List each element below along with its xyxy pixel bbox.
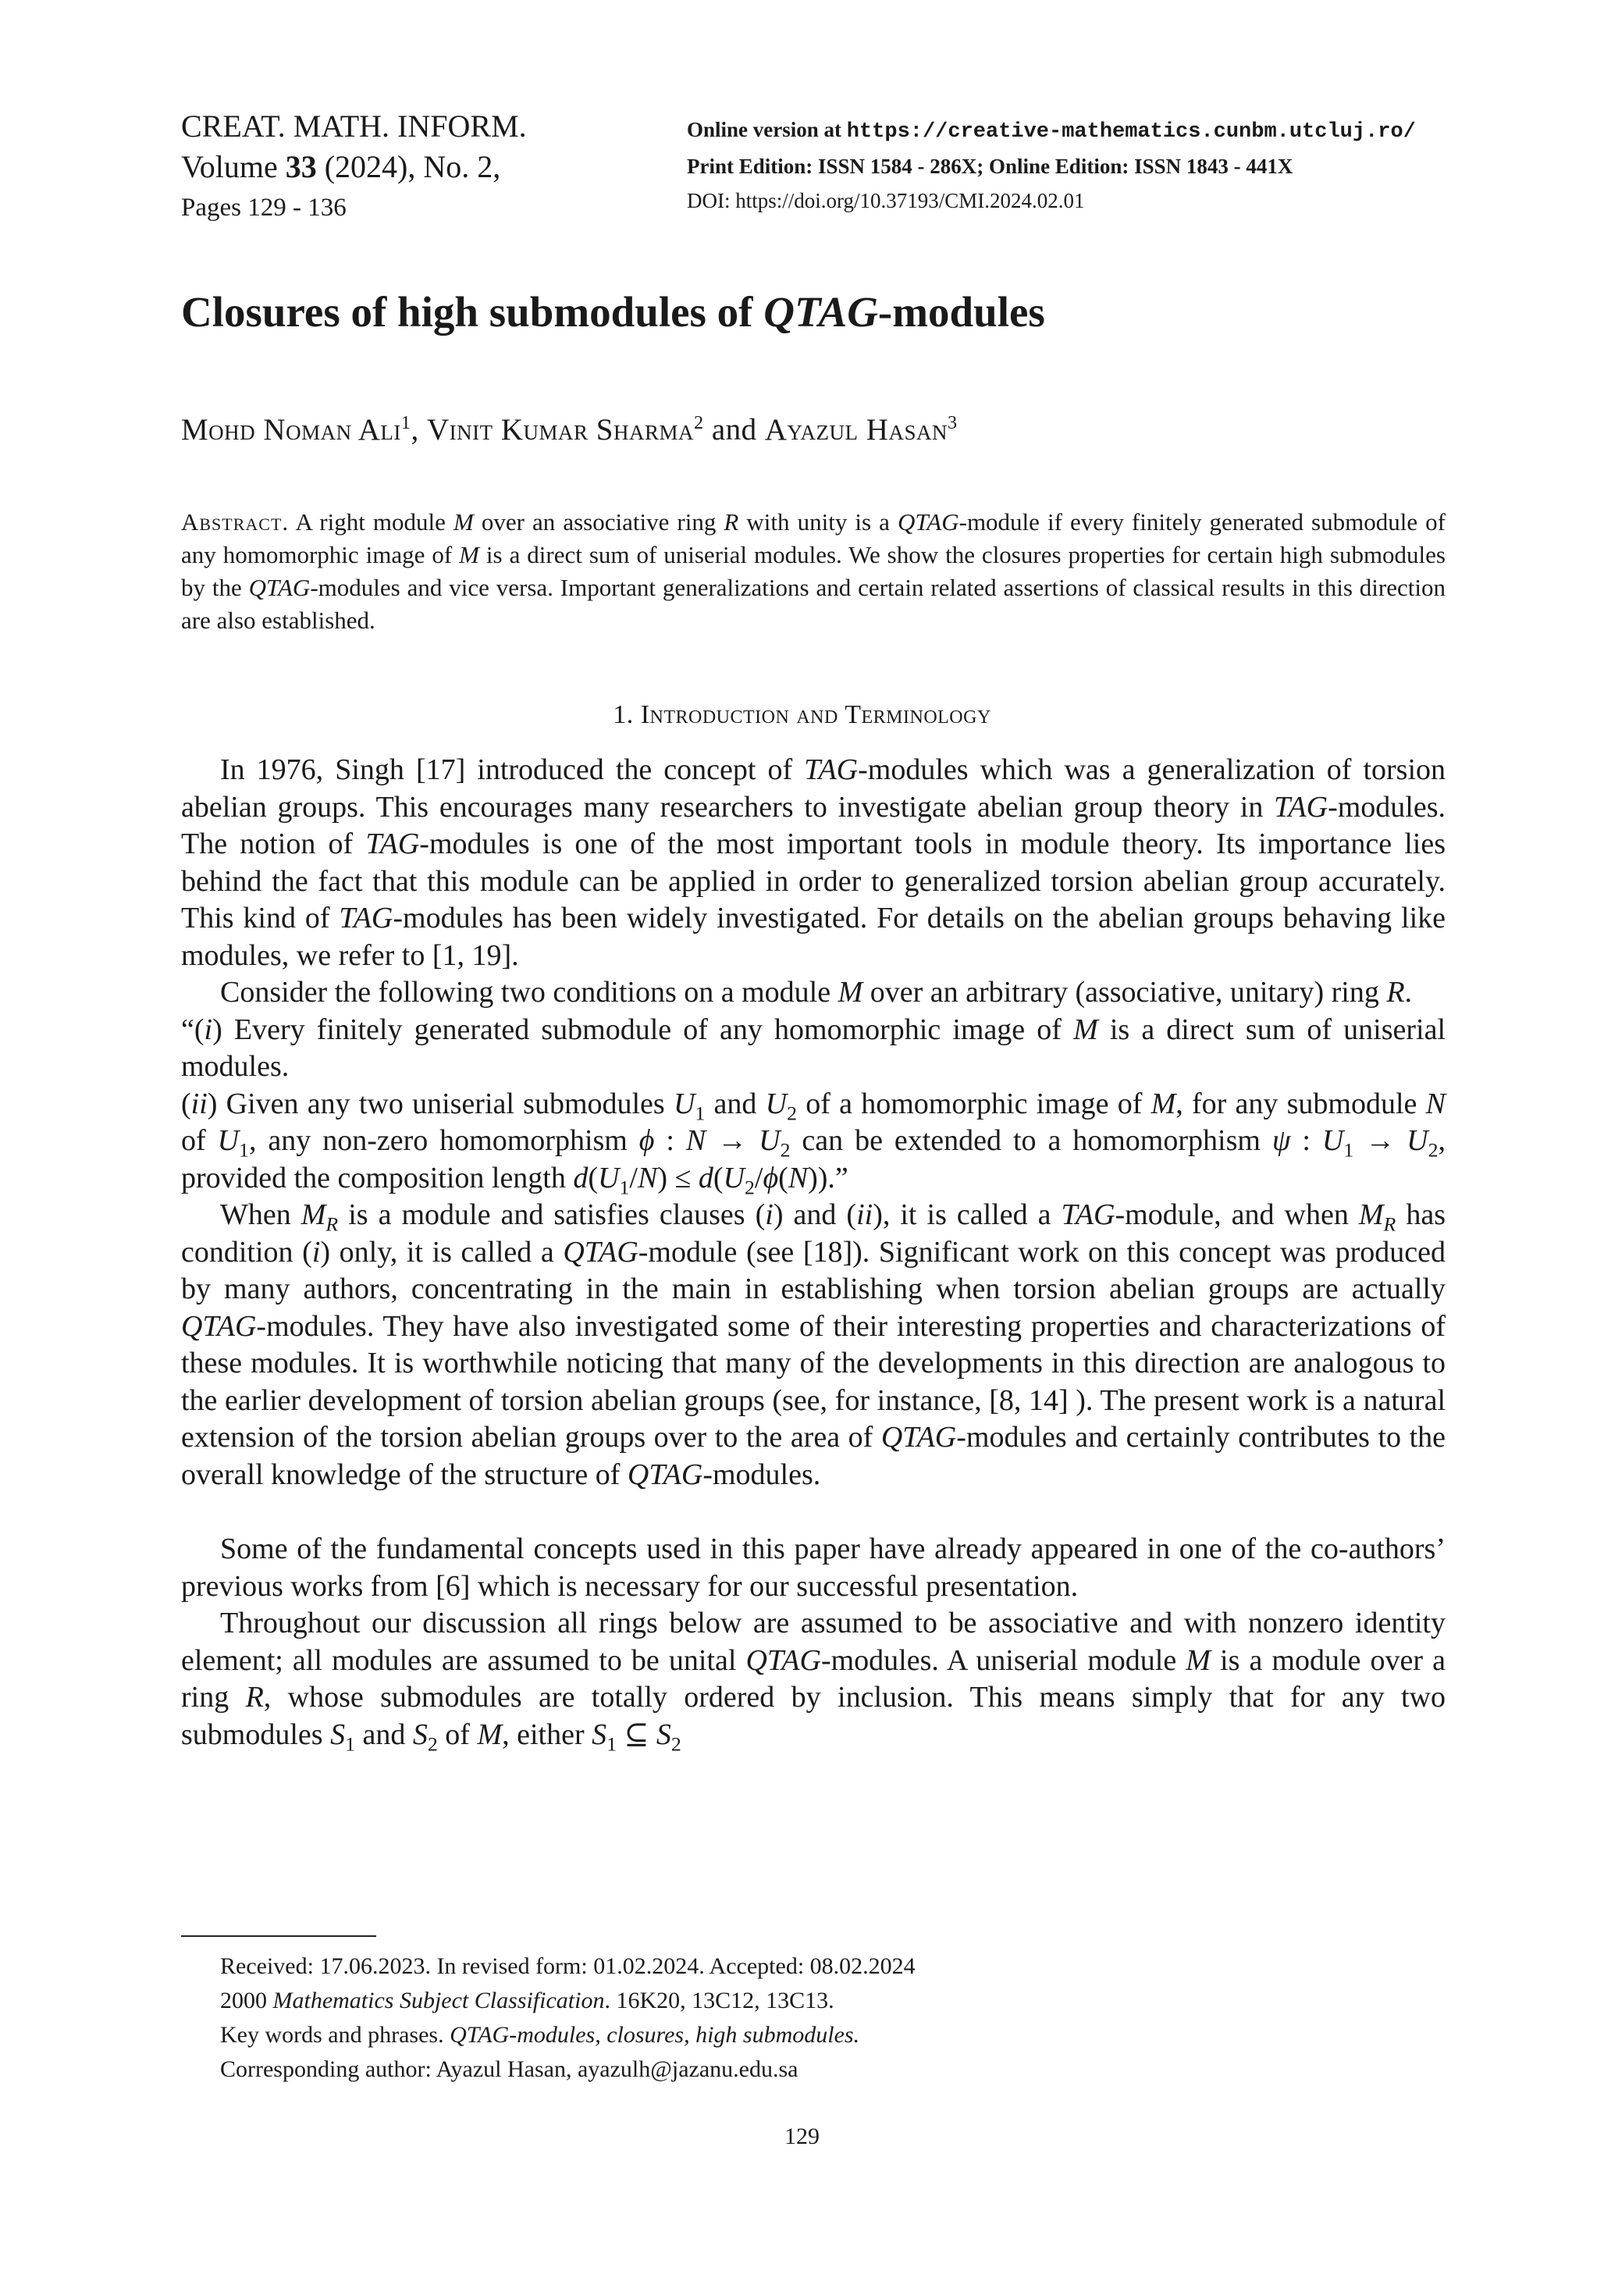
paragraph: In 1976, Singh [17] introduced the concept of TAG-modules which was a generalization of torsion abelian groups. This encourages many researchers to investigate abelian group theory in TAG-modules. The notion of TAG-modules is one of the most important tools in module theory. Its importance lies behind the fact that this module can be applied in order to generalized torsion abelian group accurately. This kind of TAG-modules has been widely investigated. For details on the abelian groups behaving like modules, we refer to [1, 19]. (181, 753, 1446, 972)
paper-title: Closures of high submodules of QTAG-modules (181, 288, 1045, 336)
body-text (181, 752, 1446, 1756)
paragraph: Throughout our discussion all rings below are assumed to be associative and with nonzero identity element; all modules are assumed to be unital QTAG-modules. A uniserial module M is a module over a ring R, whose submodules are totally ordered by inclusion. This means simply that for any two submodules $S_1$ and $S_2$ of M, either $S_1$ ⊆ $S_2$ (181, 1607, 1446, 1756)
journal-pages: Pages 129 - 136 (181, 194, 347, 222)
online-version: Online version at https://creative-mathematics.cunbm.utcluj.ro/ (687, 118, 1416, 144)
doi-line[interactable]: DOI: https://doi.org/10.37193/CMI.2024.02.01 (687, 189, 1085, 212)
journal-block (181, 106, 527, 228)
received-dates: Received: 17.06.2023. In revised form: 01.02.2024. Accepted: 08.02.2024 (220, 1953, 916, 1979)
msc-classification: 2000 Mathematics Subject Classification. 16K20, 13C12, 13C13. (220, 1988, 834, 2013)
footnotes (220, 1949, 916, 2087)
issn-line: Print Edition: ISSN 1584 - 286X; Online Edition: ISSN 1843 - 441X (687, 155, 1293, 178)
paragraph: (ii) Given any two uniserial submodules $U_1$ and $U_2$ of a homomorphic image of M, for any submodule N of $U_1$, any non-zero homomorphism ϕ : $N \to U_2$ can be extended to a homomorphism ψ : $U_1 \to U_2$, provided the composition length $d(U_1/N) \le d(U_2/\phi(N))$.” (181, 1087, 1446, 1199)
abstract: Abstract. A right module M over an associative ring R with unity is a QTAG-module if every finitely generated submodule of any homomorphic image of M is a direct sum of uniserial modules. We show the closures properties for certain high submodules by the QTAG-modules and vice versa. Important generalizations and certain related assertions of classical results in this direction are also established. (181, 508, 1446, 634)
paragraph: Some of the fundamental concepts used in this paper have already appeared in one of the co-authors’ previous works from [6] which is necessary for our successful presentation. (181, 1532, 1446, 1603)
paragraph: “(i) Every finitely generated submodule of any homomorphic image of M is a direct sum of uniserial modules. (181, 1013, 1446, 1083)
author-1: Mohd Noman Ali (181, 413, 401, 447)
author-2: Vinit Kumar Sharma (426, 413, 694, 447)
page-number: 129 (784, 2123, 820, 2149)
journal-volume: Volume 33 (2024), No. 2, (181, 149, 501, 184)
paragraph: When $M_R$ is a module and satisfies clauses (i) and (ii), it is called a TAG-module, and when $M_R$ has condition (i) only, it is called a QTAG-module (see [18]). Significant work on this concept was produced by many authors, concentrating in the main in establishing when torsion abelian groups are actually QTAG-modules. They have also investigated some of their interesting properties and characterizations of these modules. It is worthwhile noticing that many of the developments in this direction are analogous to the earlier development of torsion abelian groups (see, for instance, [8, 14] ). The present work is a natural extension of the torsion abelian groups over to the area of QTAG-modules and certainly contributes to the overall knowledge of the structure of QTAG-modules. (181, 1198, 1446, 1491)
author-list: Mohd Noman Ali$^1$, Vinit Kumar Sharma$^2$ and Ayazul Hasan$^3$ (181, 412, 958, 447)
online-url-link[interactable]: https://creative-mathematics.cunbm.utcluj.ro/ (846, 120, 1416, 144)
keywords: Key words and phrases. QTAG-modules, closures, high submodules. (220, 2022, 860, 2048)
author-3: Ayazul Hasan (764, 413, 948, 447)
section-heading: 1. Introduction and Terminology (613, 700, 991, 729)
journal-info (687, 112, 1416, 218)
paragraph: Consider the following two conditions on a module M over an arbitrary (associative, unitary) ring R. (220, 976, 1413, 1009)
journal-name: CREAT. MATH. INFORM. (181, 109, 527, 144)
corresponding-author: Corresponding author: Ayazul Hasan, ayazulh@jazanu.edu.sa (220, 2056, 798, 2082)
footnote-rule (181, 1935, 376, 1937)
